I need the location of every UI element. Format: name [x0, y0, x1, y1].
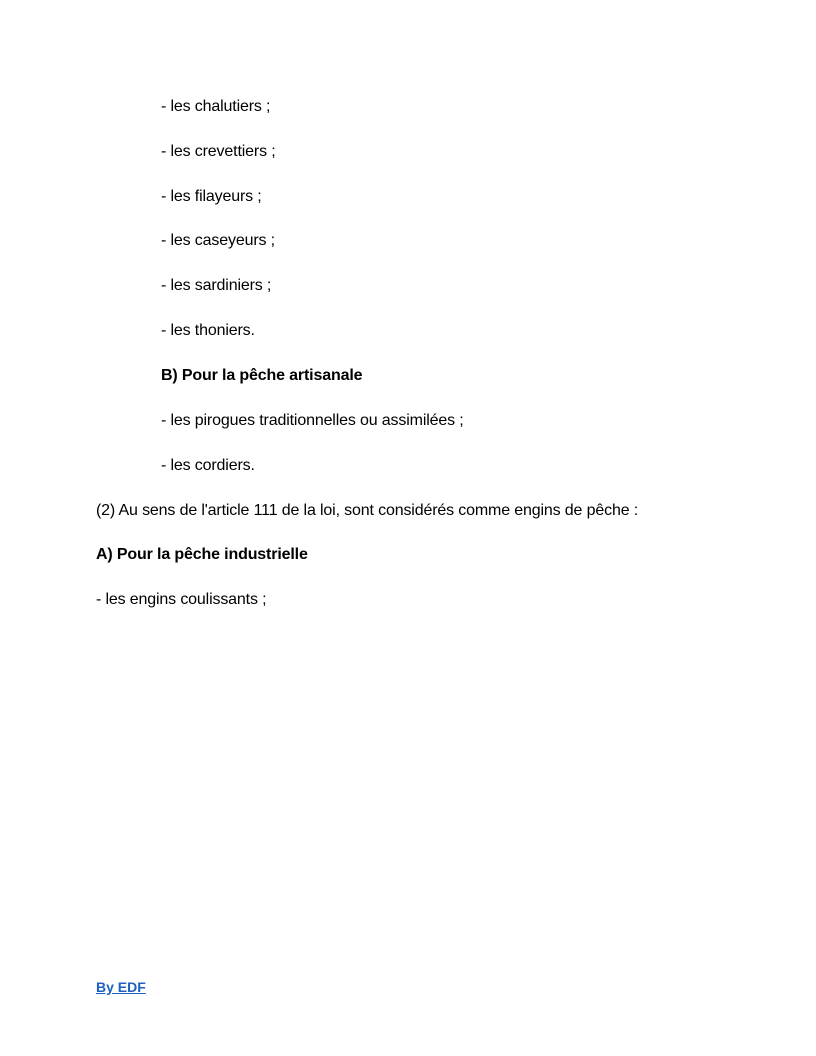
footer-link[interactable]: By EDF	[96, 979, 146, 995]
section-heading-industrielle: A) Pour la pêche industrielle	[96, 546, 308, 563]
paragraph-article-111: (2) Au sens de l'article 111 de la loi, sont considérés comme engins de pêche :	[96, 502, 639, 519]
list-item-engins-coulissants: - les engins coulissants ;	[96, 591, 267, 608]
list-item-pirogues: - les pirogues traditionnelles ou assimilées ;	[161, 412, 464, 429]
list-item-sardiniers: - les sardiniers ;	[161, 277, 272, 294]
list-item-chalutiers: - les chalutiers ;	[161, 98, 271, 115]
list-item-thoniers: - les thoniers.	[161, 322, 255, 339]
section-heading-artisanale: B) Pour la pêche artisanale	[161, 367, 363, 384]
list-item-cordiers: - les cordiers.	[161, 457, 255, 474]
list-item-filayeurs: - les filayeurs ;	[161, 188, 262, 205]
list-item-caseyeurs: - les caseyeurs ;	[161, 232, 275, 249]
list-item-crevettiers: - les crevettiers ;	[161, 143, 276, 160]
